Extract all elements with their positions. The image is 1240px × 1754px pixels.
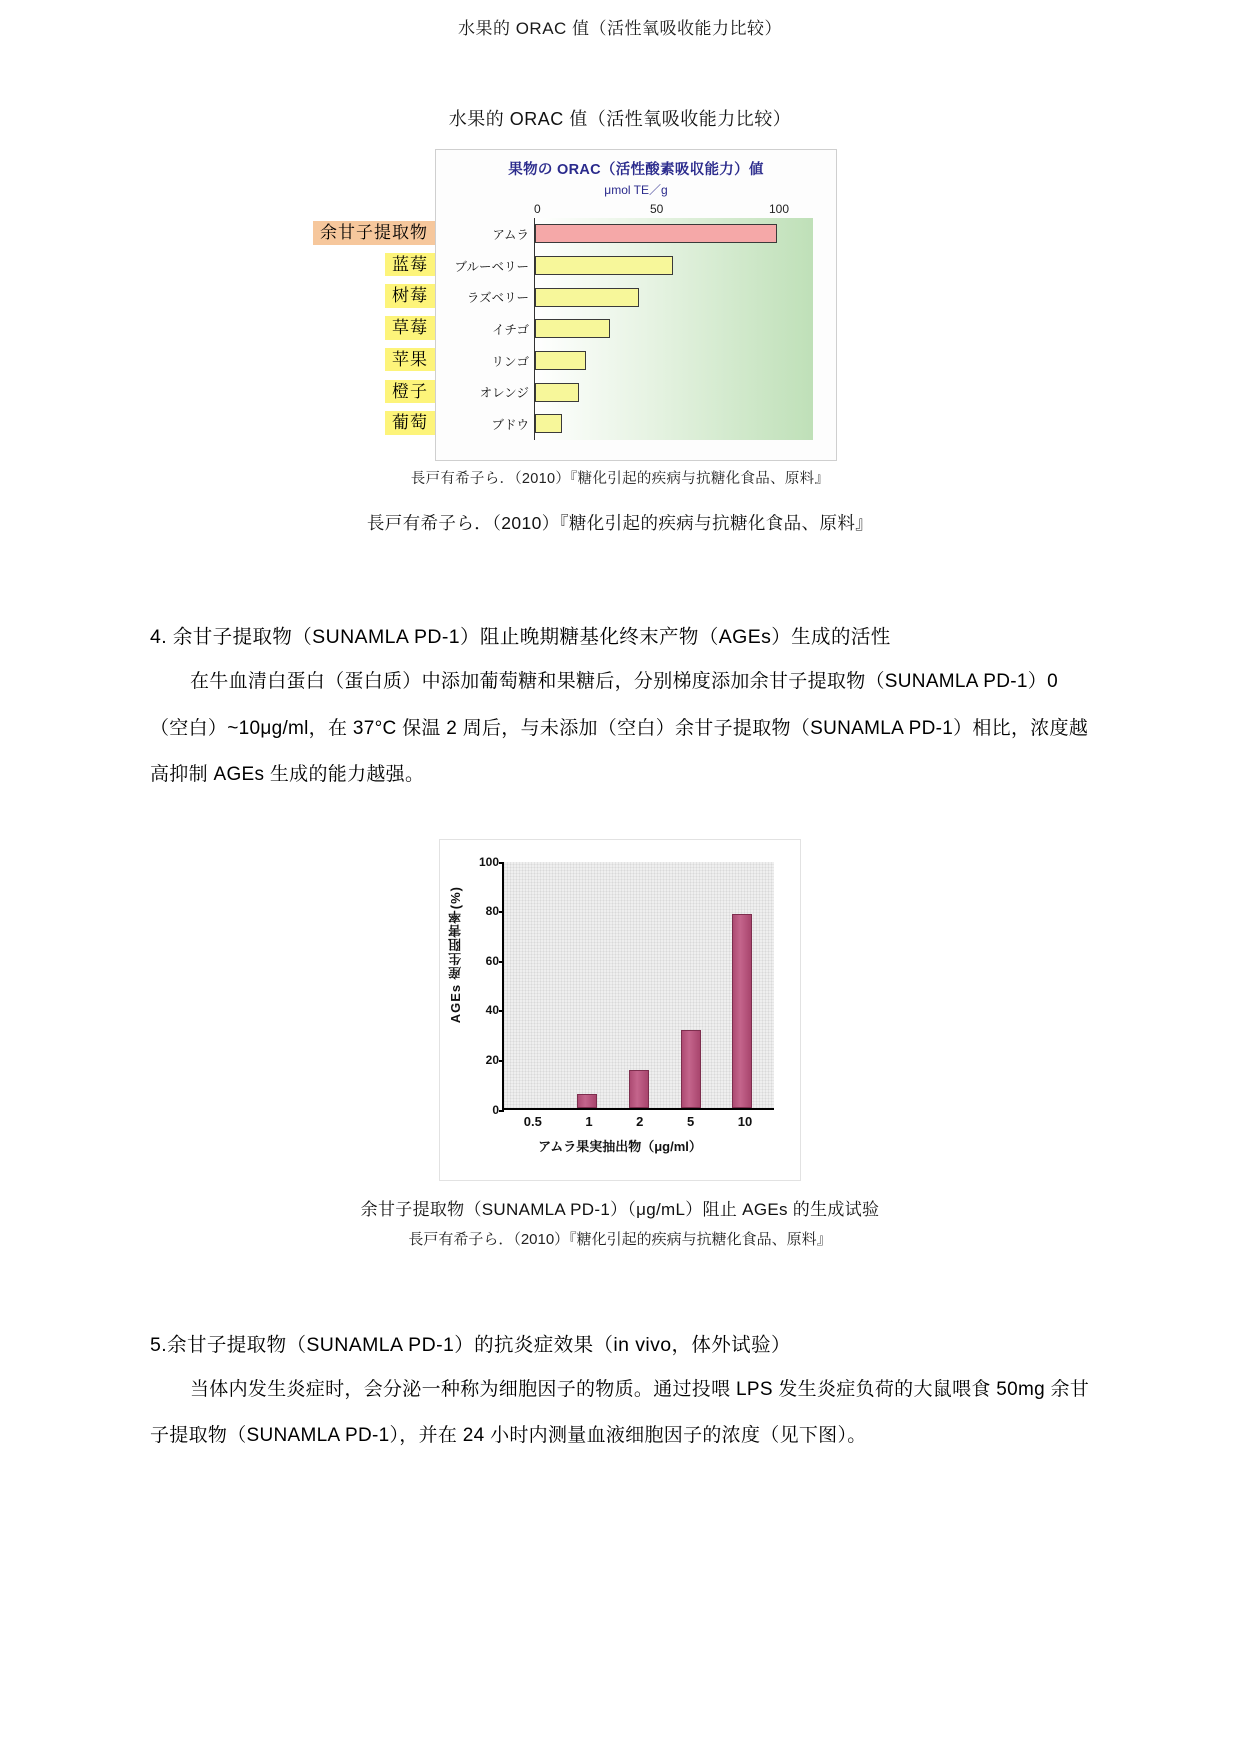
ages-ytick: 40	[485, 1003, 499, 1018]
orac-row	[479, 376, 813, 408]
orac-row	[454, 250, 813, 282]
orac-bar	[535, 414, 562, 433]
ages-xtick: 0.5	[523, 1113, 542, 1129]
figure1-source-outer: 長戸有希子ら．（2010）『糖化引起的疾病与抗糖化食品、原料』	[366, 513, 874, 533]
ages-ytick: 60	[485, 953, 499, 968]
orac-row	[492, 218, 813, 250]
orac-bar	[535, 319, 610, 338]
orac-chart-unit: μmol TE／g	[604, 183, 668, 197]
page-header: 水果的 ORAC 值（活性氧吸收能力比较）	[457, 19, 783, 38]
section-4-paragraph: 在牛血清白蛋白（蛋白质）中添加葡萄糖和果糖后，分别梯度添加余甘子提取物（SUNAMLA PD-1）0（空白）~10μg/ml，在 37°C 保温 2 周后，与未添加（空白）余甘子提取物（SUNAMLA PD-1）相比，浓度越高抑制 AGEs 生成的能力越强。	[150, 671, 1089, 786]
orac-bar	[535, 383, 579, 402]
orac-cn-label-row	[220, 344, 435, 376]
orac-chart-panel	[435, 149, 837, 461]
orac-bar	[535, 224, 777, 243]
ages-x-axis-label: アムラ果実抽出物（μg/ml）	[538, 1138, 702, 1154]
figure2-source: 長戸有希子ら．（2010）『糖化引起的疾病与抗糖化食品、原料』	[408, 1230, 832, 1248]
orac-xtick-50: 50	[650, 202, 664, 216]
orac-cn-label: 蓝莓	[385, 253, 435, 277]
orac-label-jp: リンゴ	[491, 354, 529, 369]
ages-bar-group	[504, 862, 774, 1108]
ages-xtick: 10	[737, 1113, 753, 1129]
orac-figure	[220, 149, 1020, 461]
ages-figure	[439, 839, 801, 1181]
orac-label-jp: ブドウ	[491, 417, 529, 432]
orac-cn-label-column	[220, 217, 435, 439]
ages-bar	[681, 1030, 701, 1108]
ages-ytick: 100	[478, 854, 499, 869]
orac-row	[491, 408, 813, 440]
orac-bar	[535, 351, 586, 370]
orac-cn-label-row	[220, 280, 435, 312]
orac-cn-label: 苹果	[385, 348, 435, 372]
orac-plot-area	[454, 218, 813, 440]
orac-cn-label: 葡萄	[385, 411, 435, 435]
orac-cn-label: 树莓	[385, 284, 435, 308]
ages-bar	[629, 1070, 649, 1108]
ages-xtick: 1	[585, 1113, 593, 1129]
figure1-source-inner: 長戸有希子ら．（2010）『糖化引起的疾病与抗糖化食品、原料』	[410, 471, 830, 487]
orac-cn-label-row	[220, 407, 435, 439]
orac-cn-label-row	[220, 375, 435, 407]
section-5-paragraph: 当体内发生炎症时，会分泌一种称为细胞因子的物质。通过投喂 LPS 发生炎症负荷的大鼠喂食 50mg 余甘子提取物（SUNAMLA PD-1），并在 24 小时内测量血液细胞因子的浓度（见下图）。	[150, 1378, 1090, 1447]
orac-label-jp: ラズベリー	[466, 291, 529, 306]
ages-plot-area	[478, 854, 774, 1117]
orac-bar	[535, 256, 673, 275]
orac-label-jp: イチゴ	[491, 322, 529, 337]
ages-ytick: 80	[485, 904, 499, 919]
orac-chart-title: 果物の ORAC（活性酸素吸収能力）値	[508, 162, 764, 178]
orac-label-jp: アムラ	[492, 227, 529, 242]
ages-xtick: 5	[686, 1113, 695, 1129]
ages-x-axis	[502, 1114, 774, 1129]
orac-bar	[535, 288, 639, 307]
figure2-caption: 余甘子提取物（SUNAMLA PD-1）（μg/mL）阻止 AGEs 的生成试验	[360, 1199, 880, 1219]
orac-row	[491, 313, 813, 345]
orac-cn-label-row	[220, 312, 435, 344]
orac-cn-label-row	[220, 217, 435, 249]
ages-bar	[732, 914, 752, 1108]
orac-x-axis	[534, 202, 812, 218]
orac-cn-label: 橙子	[385, 380, 435, 404]
ages-ytick: 20	[485, 1053, 499, 1068]
orac-cn-label: 草莓	[385, 316, 435, 340]
orac-xtick-0: 0	[534, 202, 541, 216]
orac-label-jp: オレンジ	[479, 386, 529, 401]
ages-y-axis-label: AGEs 産生阻害率(%)	[448, 885, 463, 1023]
orac-cn-label-row	[220, 249, 435, 281]
orac-xtick-100: 100	[769, 202, 790, 216]
ages-xtick: 2	[636, 1113, 644, 1129]
figure1-title: 水果的 ORAC 值（活性氧吸收能力比较）	[448, 109, 792, 129]
section-4-heading: 4. 余甘子提取物（SUNAMLA PD-1）阻止晚期糖基化终末产物（AGEs）生成的活性	[150, 626, 891, 648]
orac-cn-label: 余甘子提取物	[313, 221, 435, 245]
orac-label-jp: ブルーベリー	[454, 259, 529, 274]
orac-row	[491, 345, 813, 377]
ages-ytick: 0	[492, 1102, 499, 1117]
orac-row	[466, 281, 813, 313]
ages-bar	[577, 1094, 597, 1108]
section-5-heading: 5.余甘子提取物（SUNAMLA PD-1）的抗炎症效果（in vivo，体外试验）	[150, 1333, 791, 1356]
